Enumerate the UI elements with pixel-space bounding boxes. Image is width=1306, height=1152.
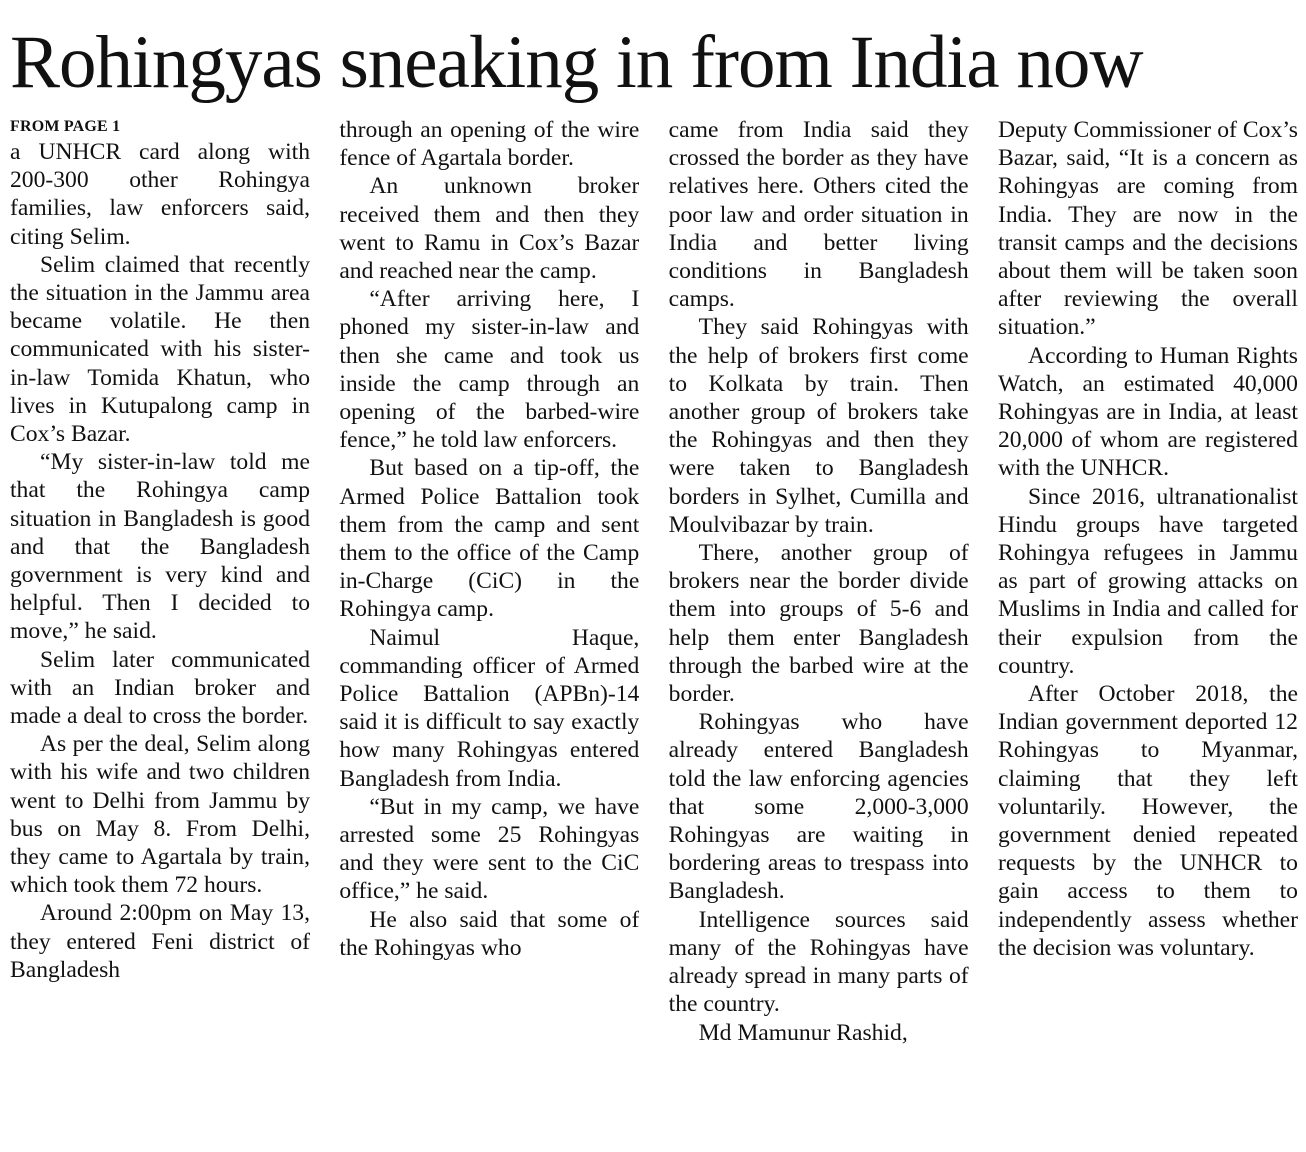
paragraph: Intelligence sources said many of the Rohingyas have already spread in many parts of the country. bbox=[668, 906, 969, 1018]
paragraph: They said Rohingyas with the help of brokers first come to Kolkata by train. Then another group of brokers take the Rohingyas and then they were taken to Bangladesh borders in Sylhet, Cumilla and Moulvibazar by train. bbox=[668, 314, 969, 538]
paragraph: As per the deal, Selim along with his wife and two children went to Delhi from Jammu by bus on May 8. From Delhi, they came to Agartala by train, which took them 72 hours. bbox=[10, 731, 310, 899]
article-column-1 bbox=[10, 116, 310, 1146]
paragraph: a UNHCR card along with 200-300 other Rohingya families, law enforcers said, citing Selim. bbox=[10, 139, 310, 250]
paragraph: Around 2:00pm on May 13, they entered Feni district of Bangladesh bbox=[10, 900, 310, 983]
paragraph: came from India said they crossed the border as they have relatives here. Others cited the poor law and order situation in India and better living conditions in Bangladesh camps. bbox=[668, 117, 969, 313]
paragraph: According to Human Rights Watch, an estimated 40,000 Rohingyas are in India, at least 20,000 of whom are registered with the UNHCR. bbox=[997, 342, 1298, 482]
paragraph: He also said that some of the Rohingyas who bbox=[339, 906, 640, 961]
article-column-2 bbox=[339, 116, 639, 1146]
paragraph: through an opening of the wire fence of Agartala border. bbox=[339, 117, 640, 172]
paragraph: “But in my camp, we have arrested some 25 Rohingyas and they were sent to the CiC office,” he said. bbox=[339, 793, 640, 905]
paragraph: “My sister-in-law told me that the Rohingya camp situation in Bangladesh is good and that the Bangladesh government is very kind and helpful. Then I decided to move,” he said. bbox=[10, 449, 310, 645]
article-column-4 bbox=[998, 116, 1298, 1146]
paragraph: Rohingyas who have already entered Bangladesh told the law enforcing agencies that some 2,000-3,000 Rohingyas are waiting in bordering areas to trespass into Bangladesh. bbox=[668, 709, 969, 905]
paragraph: Naimul Haque, commanding officer of Armed Police Battalion (APBn)-14 said it is difficult to say exactly how many Rohingyas entered Bangladesh from India. bbox=[339, 624, 640, 792]
paragraph: But based on a tip-off, the Armed Police Battalion took them from the camp and sent them to the office of the Camp in-Charge (CiC) in the Rohingya camp. bbox=[339, 455, 640, 623]
article-body bbox=[10, 116, 1298, 1146]
paragraph: There, another group of brokers near the border divide them into groups of 5-6 and help them enter Bangladesh through the barbed wire at the border. bbox=[668, 540, 969, 708]
paragraph: Md Mamunur Rashid, bbox=[698, 1019, 908, 1046]
paragraph: “After arriving here, I phoned my sister-in-law and then she came and took us inside the camp through an opening of the barbed-wire fence,” he told law enforcers. bbox=[339, 286, 640, 454]
paragraph: Deputy Commissioner of Cox’s Bazar, said, “It is a concern as Rohingyas are coming from India. They are now in the transit camps and the decisions about them will be taken soon after reviewing the overall situation.” bbox=[997, 117, 1298, 341]
paragraph: An unknown broker received them and then they went to Ramu in Cox’s Bazar and reached near the camp. bbox=[339, 173, 640, 285]
paragraph: After October 2018, the Indian government deported 12 Rohingyas to Myanmar, claiming that they left voluntarily. However, the government denied repeated requests by the UNHCR to gain access to them to independently assess whether the decision was voluntary. bbox=[997, 681, 1298, 961]
paragraph: Since 2016, ultranationalist Hindu groups have targeted Rohingya refugees in Jammu as part of growing attacks on Muslims in India and called for their expulsion from the country. bbox=[997, 483, 1298, 679]
continuation-kicker: FROM PAGE 1 bbox=[10, 118, 121, 135]
article-column-3 bbox=[669, 116, 969, 1146]
paragraph: Selim later communicated with an Indian broker and made a deal to cross the border. bbox=[10, 646, 310, 730]
paragraph: Selim claimed that recently the situation in the Jammu area became volatile. He then communicated with his sister-in-law Tomida Khatun, who lives in Kutupalong camp in Cox’s Bazar. bbox=[10, 251, 310, 448]
headline: Rohingyas sneaking in from India now bbox=[10, 21, 1143, 104]
